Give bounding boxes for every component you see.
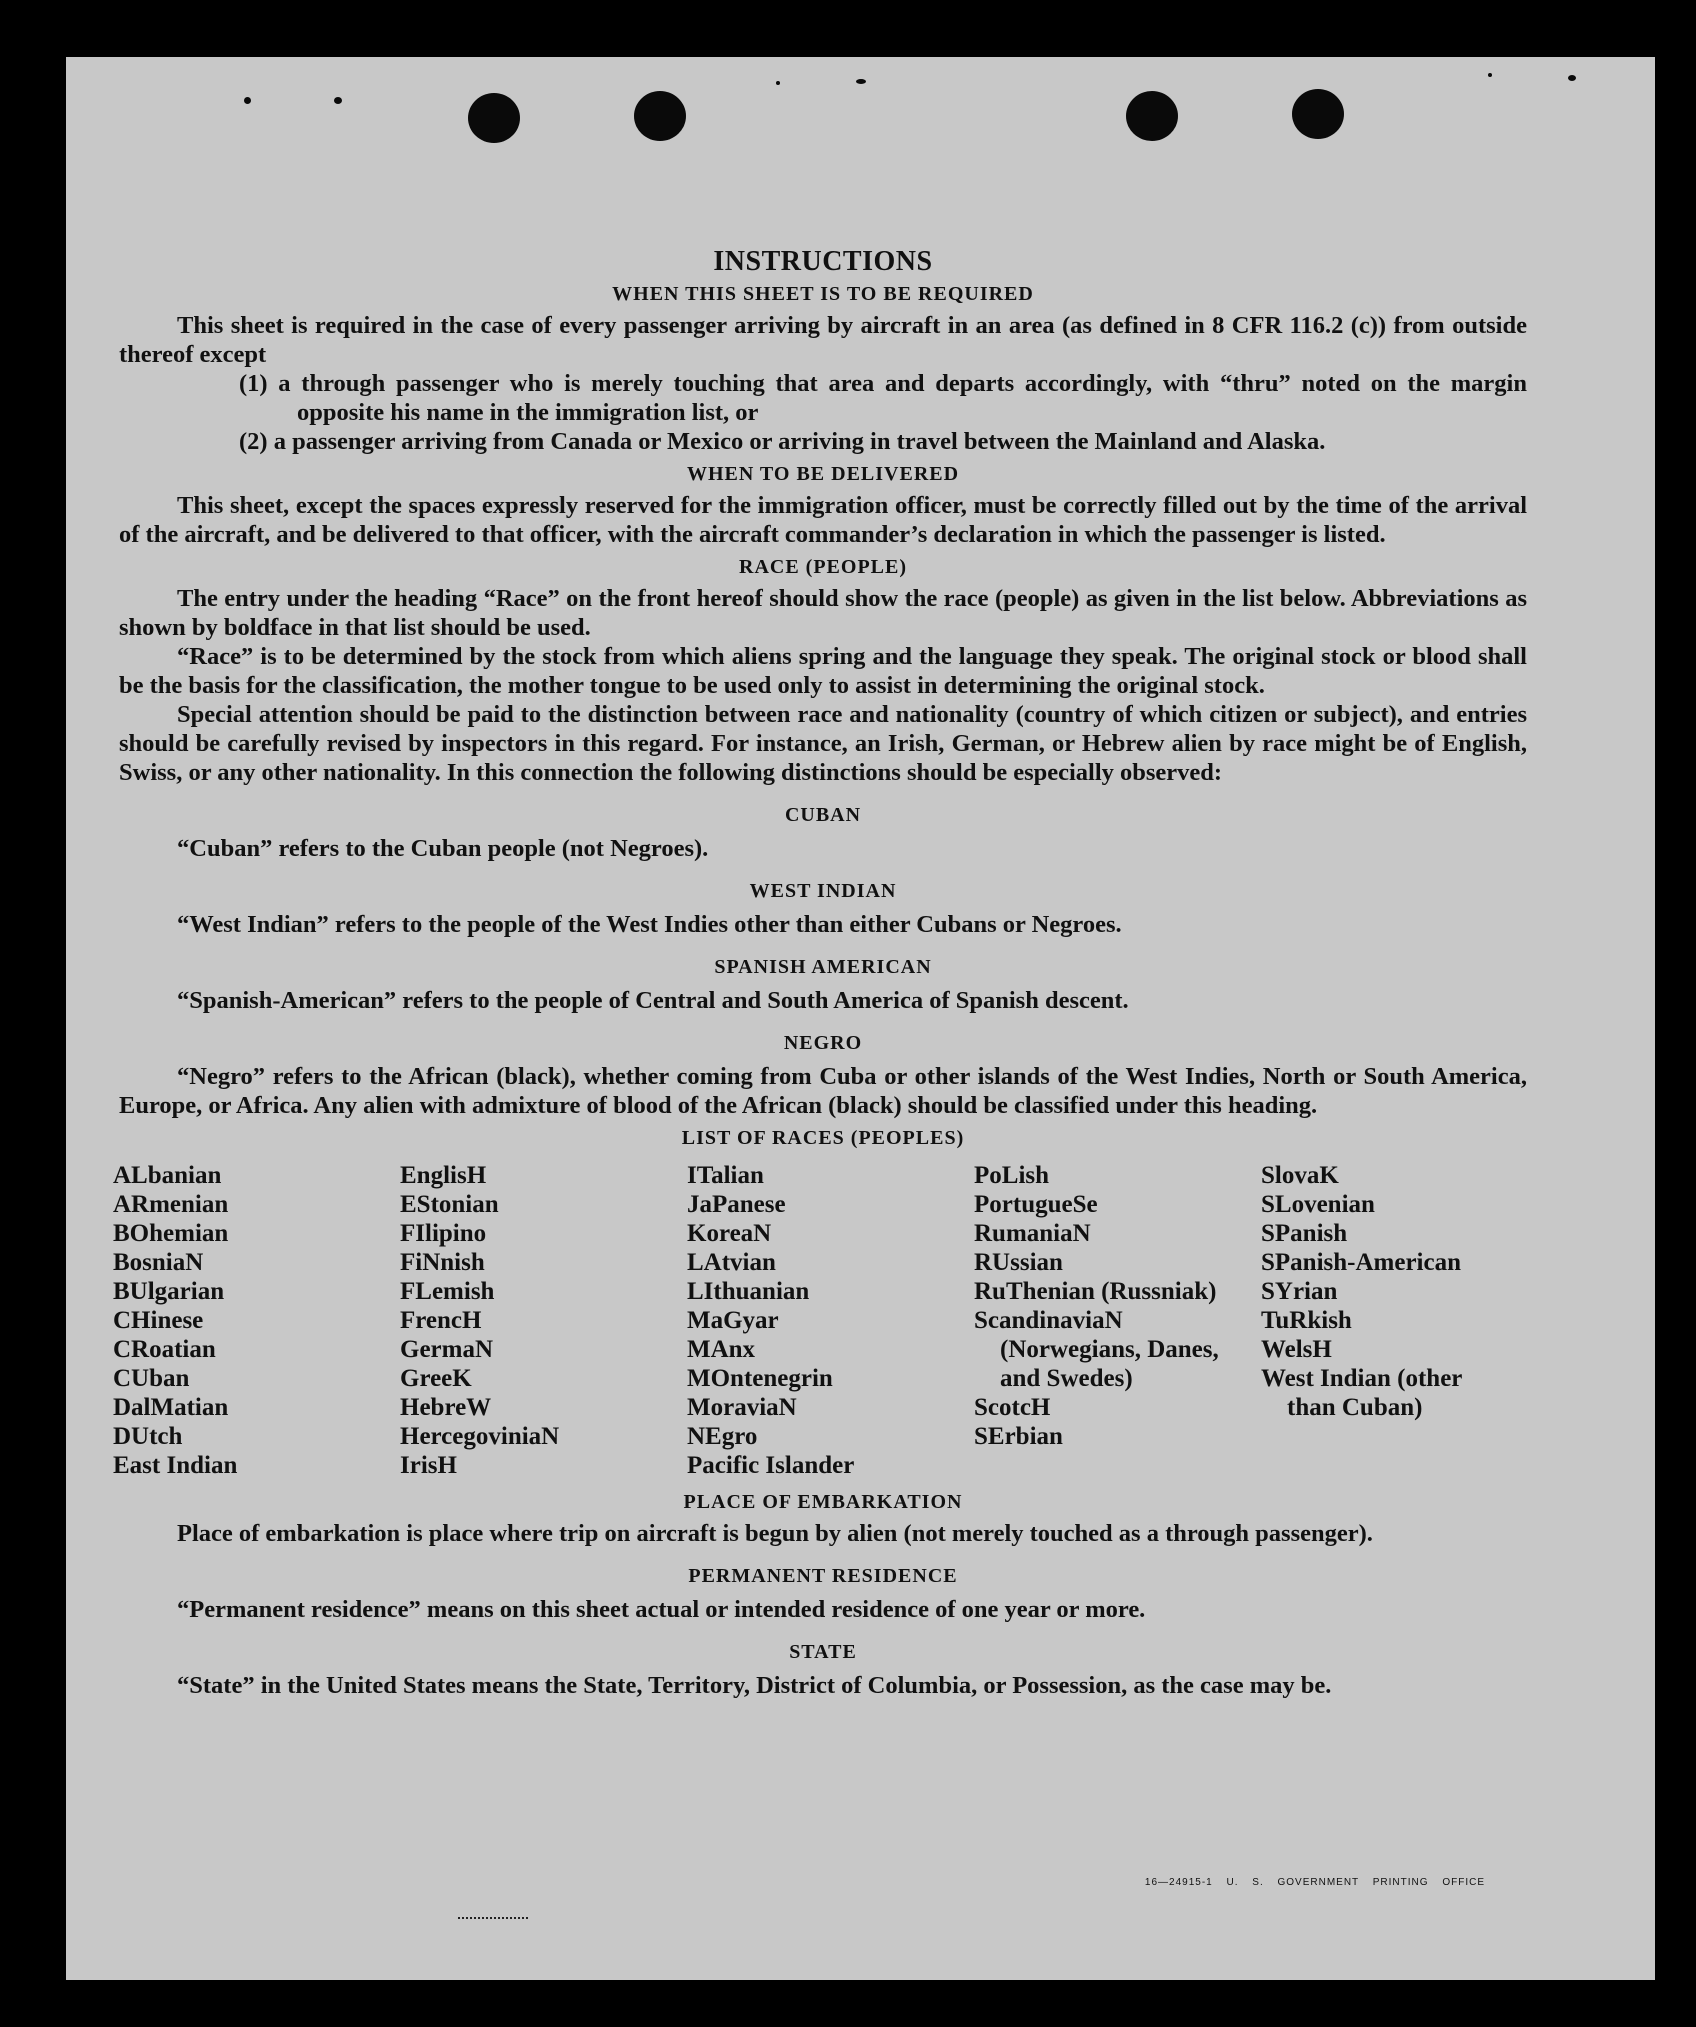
race-item: ScotcH — [974, 1394, 1051, 1421]
race-item: GreeK — [400, 1365, 472, 1392]
race-item: RumaniaN — [974, 1220, 1091, 1247]
punch-hole — [634, 91, 686, 141]
heading-west-indian: WEST INDIAN — [749, 880, 897, 902]
heading-spanish-american: SPANISH AMERICAN — [714, 956, 932, 978]
race-item: BUlgarian — [113, 1278, 225, 1305]
race-item: ScandinaviaN (Norwegians, Danes, and Swedes) — [974, 1307, 1219, 1392]
page-title: INSTRUCTIONS — [713, 246, 933, 277]
instructions-content — [113, 187, 1527, 1700]
paragraph-embarkation: Place of embarkation is place where trip on aircraft is begun by alien (not merely touched as a through passenger). — [177, 1520, 1373, 1547]
race-item: FiNnish — [400, 1249, 485, 1276]
paragraph-race-3: Special attention should be paid to the distinction between race and nationality (country of which citizen or subject), and entries should be carefully revised by inspectors in this regard. For instance, an Irish, German, or Hebrew alien by race might be of English, Swiss, or any other nationality. In this connection the following distinctions should be especially observed: — [119, 701, 1527, 786]
race-item: HebreW — [400, 1394, 492, 1421]
speck — [334, 97, 342, 104]
paragraph-required: This sheet is required in the case of every passenger arriving by aircraft in an area (as defined in 8 CFR 116.2 (c)) from outside thereof except — [119, 312, 1527, 368]
race-item: ITalian — [687, 1162, 764, 1189]
paragraph-race-1: The entry under the heading “Race” on the front hereof should show the race (people) as given in the list below. Abbreviations as shown by boldface in that list should be used. — [119, 585, 1527, 641]
speck — [776, 81, 780, 85]
heading-list-of-races: LIST OF RACES (PEOPLES) — [681, 1127, 965, 1149]
race-item: FIlipino — [400, 1220, 487, 1247]
race-item: KoreaN — [687, 1220, 772, 1247]
heading-when-delivered: WHEN TO BE DELIVERED — [686, 463, 960, 485]
race-item: East Indian — [113, 1452, 238, 1479]
race-item: JaPanese — [687, 1191, 786, 1218]
heading-when-required: WHEN THIS SHEET IS TO BE REQUIRED — [612, 283, 1034, 305]
race-column — [113, 1161, 400, 1480]
race-item: IrisH — [400, 1452, 457, 1479]
race-item: West Indian (other than Cuban) — [1261, 1365, 1462, 1421]
race-item: MAnx — [687, 1336, 756, 1363]
race-column — [687, 1161, 974, 1480]
race-list — [113, 1161, 1527, 1480]
race-item: MoraviaN — [687, 1394, 797, 1421]
race-item: LIthuanian — [687, 1278, 810, 1305]
punch-hole — [1126, 91, 1178, 141]
race-item: RuThenian (Russniak) — [974, 1278, 1217, 1305]
race-item: CRoatian — [113, 1336, 216, 1363]
race-item: SlovaK — [1261, 1162, 1339, 1189]
pencil-mark — [458, 1917, 528, 1922]
race-item: FLemish — [400, 1278, 495, 1305]
speck — [1568, 75, 1576, 81]
heading-cuban: CUBAN — [784, 804, 862, 826]
paragraph-west-indian: “West Indian” refers to the people of the West Indies other than either Cubans or Negroes. — [177, 911, 1122, 938]
speck — [1488, 73, 1492, 77]
paragraph-state: “State” in the United States means the State, Territory, District of Columbia, or Possession, as the case may be. — [177, 1672, 1332, 1699]
paragraph-delivered: This sheet, except the spaces expressly reserved for the immigration officer, must be correctly filled out by the time of the arrival of the aircraft, and be delivered to that officer, with the aircraft commander’s declaration in which the passenger is listed. — [119, 492, 1527, 548]
race-item: PortugueSe — [974, 1191, 1098, 1218]
race-item: ALbanian — [113, 1162, 222, 1189]
race-item: EnglisH — [400, 1162, 487, 1189]
heading-negro: NEGRO — [783, 1032, 863, 1054]
race-item: SYrian — [1261, 1278, 1338, 1305]
heading-race: RACE (PEOPLE) — [739, 556, 907, 578]
race-item: CHinese — [113, 1307, 204, 1334]
paragraph-cuban: “Cuban” refers to the Cuban people (not Negroes). — [177, 835, 709, 862]
race-item: GermaN — [400, 1336, 494, 1363]
race-item: NEgro — [687, 1423, 758, 1450]
race-item: BosniaN — [113, 1249, 204, 1276]
document-sheet — [66, 57, 1655, 1980]
printing-office-code: 16—24915-1 U. S. GOVERNMENT PRINTING OFFICE — [1144, 1877, 1485, 1888]
exception-2: (2) a passenger arriving from Canada or Mexico or arriving in travel between the Mainland and Alaska. — [239, 428, 1326, 455]
race-item: RUssian — [974, 1249, 1063, 1276]
race-item: MOntenegrin — [687, 1365, 833, 1392]
exception-1: (1) a through passenger who is merely touching that area and departs accordingly, with “thru” noted on the margin opposite his name in the immigration list, or — [239, 370, 1527, 426]
paragraph-residence: “Permanent residence” means on this sheet actual or intended residence of one year or more. — [177, 1596, 1146, 1623]
race-item: MaGyar — [687, 1307, 779, 1334]
heading-state: STATE — [789, 1641, 857, 1663]
race-column — [400, 1161, 687, 1480]
race-item: HercegoviniaN — [400, 1423, 560, 1450]
race-item: SLovenian — [1261, 1191, 1375, 1218]
race-item: ARmenian — [113, 1191, 229, 1218]
race-item: CUban — [113, 1365, 190, 1392]
paragraph-negro: “Negro” refers to the African (black), whether coming from Cuba or other islands of the West Indies, North or South America, Europe, or Africa. Any alien with admixture of blood of the African (black) should be classified under this heading. — [119, 1063, 1527, 1119]
race-item: WelsH — [1261, 1336, 1332, 1363]
race-item: LAtvian — [687, 1249, 776, 1276]
race-column — [1261, 1161, 1511, 1480]
paragraph-spanish-american: “Spanish-American” refers to the people of Central and South America of Spanish descent. — [177, 987, 1129, 1014]
race-item: Pacific Islander — [687, 1452, 855, 1479]
race-item: TuRkish — [1261, 1307, 1352, 1334]
heading-residence: PERMANENT RESIDENCE — [688, 1565, 958, 1587]
race-item: DalMatian — [113, 1394, 229, 1421]
heading-embarkation: PLACE OF EMBARKATION — [683, 1491, 963, 1513]
paragraph-race-2: “Race” is to be determined by the stock from which aliens spring and the language they speak. The original stock or blood shall be the basis for the classification, the mother tongue to be used only to assist in determining the original stock. — [119, 643, 1527, 699]
race-column — [974, 1161, 1261, 1480]
race-item: SPanish-American — [1261, 1249, 1461, 1276]
race-item: BOhemian — [113, 1220, 229, 1247]
race-item: EStonian — [400, 1191, 499, 1218]
race-item: SPanish — [1261, 1220, 1348, 1247]
race-item: SErbian — [974, 1423, 1063, 1450]
punch-hole — [1292, 89, 1344, 139]
punch-hole — [468, 93, 520, 143]
speck — [856, 79, 866, 84]
race-item: DUtch — [113, 1423, 183, 1450]
race-item: FrencH — [400, 1307, 482, 1334]
race-item: PoLish — [974, 1162, 1050, 1189]
speck — [244, 97, 251, 104]
